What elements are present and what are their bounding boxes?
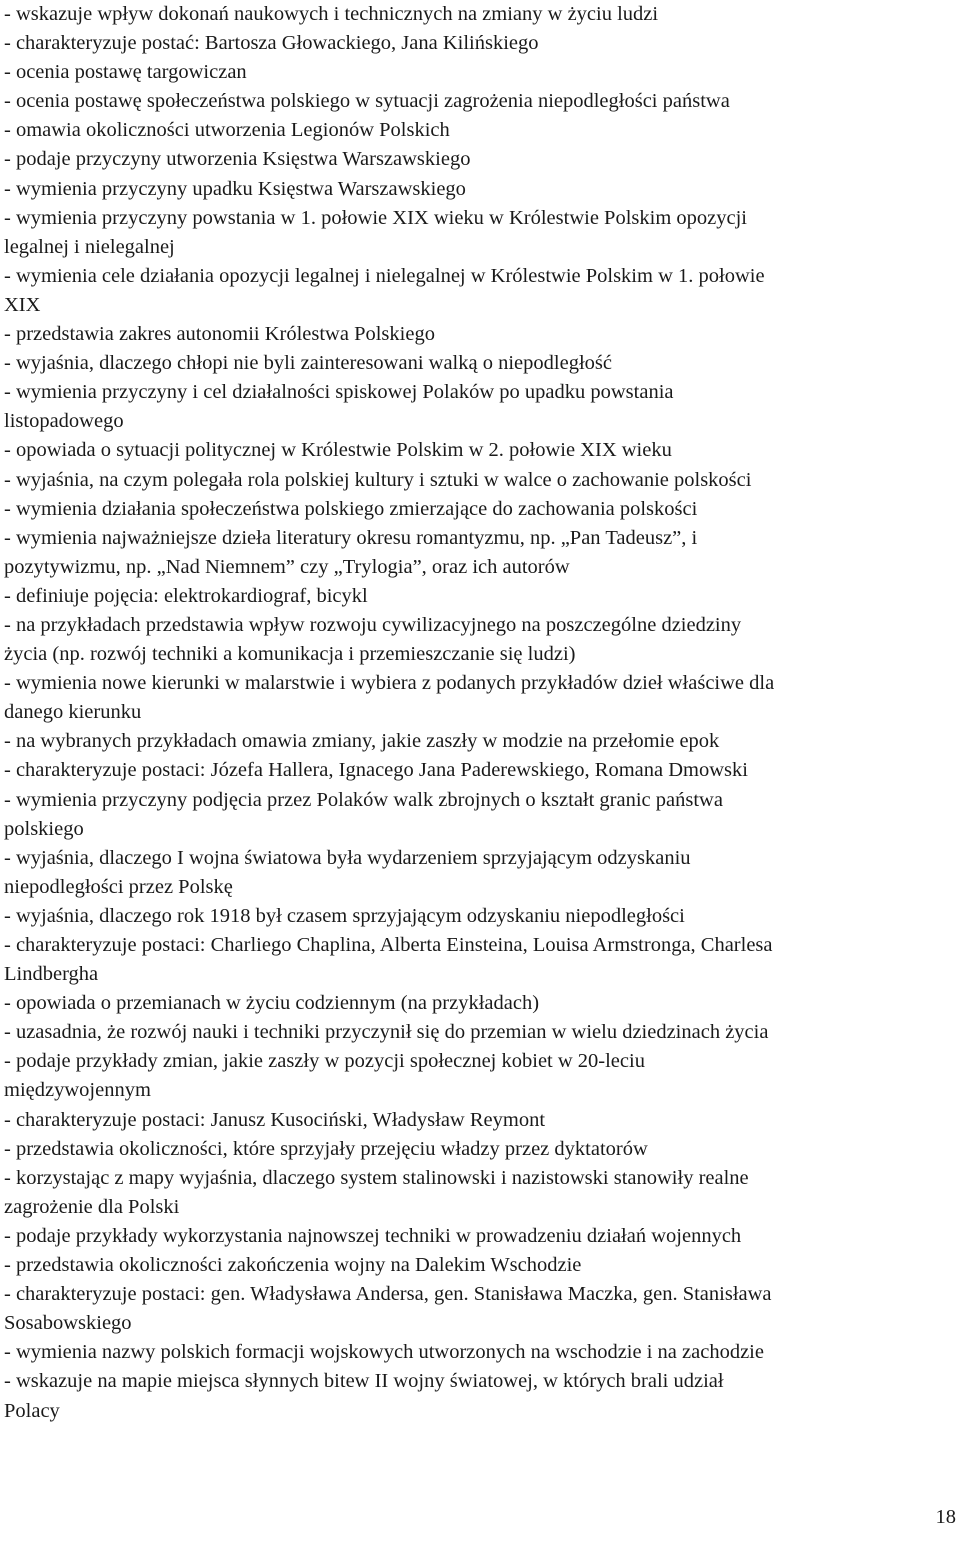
text-line: - podaje przyczyny utworzenia Księstwa Warszawskiego: [4, 148, 471, 171]
text-line: - charakteryzuje postaci: Janusz Kusociński, Władysław Reymont: [4, 1108, 546, 1131]
text-line: - wskazuje wpływ dokonań naukowych i technicznych na zmiany w życiu ludzi: [4, 3, 659, 25]
text-line: legalnej i nielegalnej: [4, 235, 175, 258]
text-line: - charakteryzuje postać: Bartosza Głowackiego, Jana Kilińskiego: [4, 32, 539, 55]
text-line: - wyjaśnia, dlaczego rok 1918 był czasem sprzyjającym odzyskaniu niepodległości: [4, 904, 685, 927]
text-line: niepodległości przez Polskę: [4, 875, 233, 898]
text-line: - wymienia przyczyny i cel działalności spiskowej Polaków po upadku powstania: [4, 381, 674, 404]
text-line: danego kierunku: [4, 701, 142, 724]
text-line: - wymienia nazwy polskich formacji wojskowych utworzonych na wschodzie i na zachodzie: [4, 1341, 764, 1364]
text-line: - definiuje pojęcia: elektrokardiograf, bicykl: [4, 584, 368, 607]
text-line: - na wybranych przykładach omawia zmiany, jakie zaszły w modzie na przełomie epok: [4, 730, 720, 753]
text-line: - wymienia cele działania opozycji legalnej i nielegalnej w Królestwie Polskim w 1. połowie: [4, 264, 765, 287]
text-line: - wymienia najważniejsze dzieła literatury okresu romantyzmu, np. „Pan Tadeusz”, i: [4, 526, 698, 549]
text-line: - wymienia przyczyny upadku Księstwa Warszawskiego: [4, 177, 466, 200]
text-line: - opowiada o przemianach w życiu codziennym (na przykładach): [4, 992, 540, 1015]
document-body: [4, 0, 958, 1426]
text-line: - charakteryzuje postaci: Charliego Chaplina, Alberta Einsteina, Louisa Armstronga, Charlesa: [4, 934, 773, 956]
page-number: 18: [935, 1506, 956, 1528]
text-line: - wymienia przyczyny podjęcia przez Polaków walk zbrojnych o kształt granic państwa: [4, 788, 723, 811]
text-line: życia (np. rozwój techniki a komunikacja i przemieszczanie się ludzi): [4, 643, 576, 666]
text-line: - wyjaśnia, dlaczego chłopi nie byli zainteresowani walką o niepodległość: [4, 352, 612, 375]
text-line: - podaje przykłady wykorzystania najnowszej techniki w prowadzeniu działań wojennych: [4, 1224, 742, 1247]
text-line: Sosabowskiego: [4, 1312, 132, 1335]
text-line: - korzystając z mapy wyjaśnia, dlaczego system stalinowski i nazistowski stanowiły realne: [4, 1166, 749, 1189]
text-line: - omawia okoliczności utworzenia Legionów Polskich: [4, 119, 450, 142]
text-line: - przedstawia zakres autonomii Królestwa Polskiego: [4, 323, 435, 346]
text-line: - wymienia nowe kierunki w malarstwie i wybiera z podanych przykładów dzieł właściwe dla: [4, 672, 775, 695]
text-line: - charakteryzuje postaci: gen. Władysława Andersa, gen. Stanisława Maczka, gen. Stanisława: [4, 1283, 772, 1306]
text-line: - przedstawia okoliczności, które sprzyjały przejęciu władzy przez dyktatorów: [4, 1137, 648, 1160]
text-line: - ocenia postawę społeczeństwa polskiego w sytuacji zagrożenia niepodległości państwa: [4, 90, 730, 113]
text-line: Lindbergha: [4, 963, 99, 986]
text-line: - wskazuje na mapie miejsca słynnych bitew II wojny światowej, w których brali udział: [4, 1370, 724, 1393]
text-line: - przedstawia okoliczności zakończenia wojny na Dalekim Wschodzie: [4, 1254, 582, 1277]
text-line: - na przykładach przedstawia wpływ rozwoju cywilizacyjnego na poszczególne dziedziny: [4, 613, 742, 636]
text-line: - wyjaśnia, na czym polegała rola polskiej kultury i sztuki w walce o zachowanie polskości: [4, 468, 752, 491]
text-line: listopadowego: [4, 410, 124, 433]
text-line: pozytywizmu, np. „Nad Niemnem” czy „Trylogia”, oraz ich autorów: [4, 555, 570, 578]
text-line: polskiego: [4, 817, 84, 840]
text-line: - wymienia przyczyny powstania w 1. połowie XIX wieku w Królestwie Polskim opozycji: [4, 206, 747, 229]
text-line: międzywojennym: [4, 1079, 151, 1102]
text-line: Polacy: [4, 1399, 60, 1422]
text-line: - wymienia działania społeczeństwa polskiego zmierzające do zachowania polskości: [4, 497, 698, 520]
text-line: - ocenia postawę targowiczan: [4, 61, 247, 84]
text-line: zagrożenie dla Polski: [4, 1195, 180, 1218]
text-line: XIX: [4, 293, 41, 316]
text-line: - wyjaśnia, dlaczego I wojna światowa była wydarzeniem sprzyjającym odzyskaniu: [4, 846, 691, 869]
text-line: - podaje przykłady zmian, jakie zaszły w pozycji społecznej kobiet w 20-leciu: [4, 1050, 645, 1073]
text-line: - charakteryzuje postaci: Józefa Hallera, Ignacego Jana Paderewskiego, Romana Dmowski: [4, 759, 748, 782]
text-line: - opowiada o sytuacji politycznej w Królestwie Polskim w 2. połowie XIX wieku: [4, 439, 672, 462]
text-line: - uzasadnia, że rozwój nauki i techniki przyczynił się do przemian w wielu dziedzinach życia: [4, 1021, 769, 1044]
